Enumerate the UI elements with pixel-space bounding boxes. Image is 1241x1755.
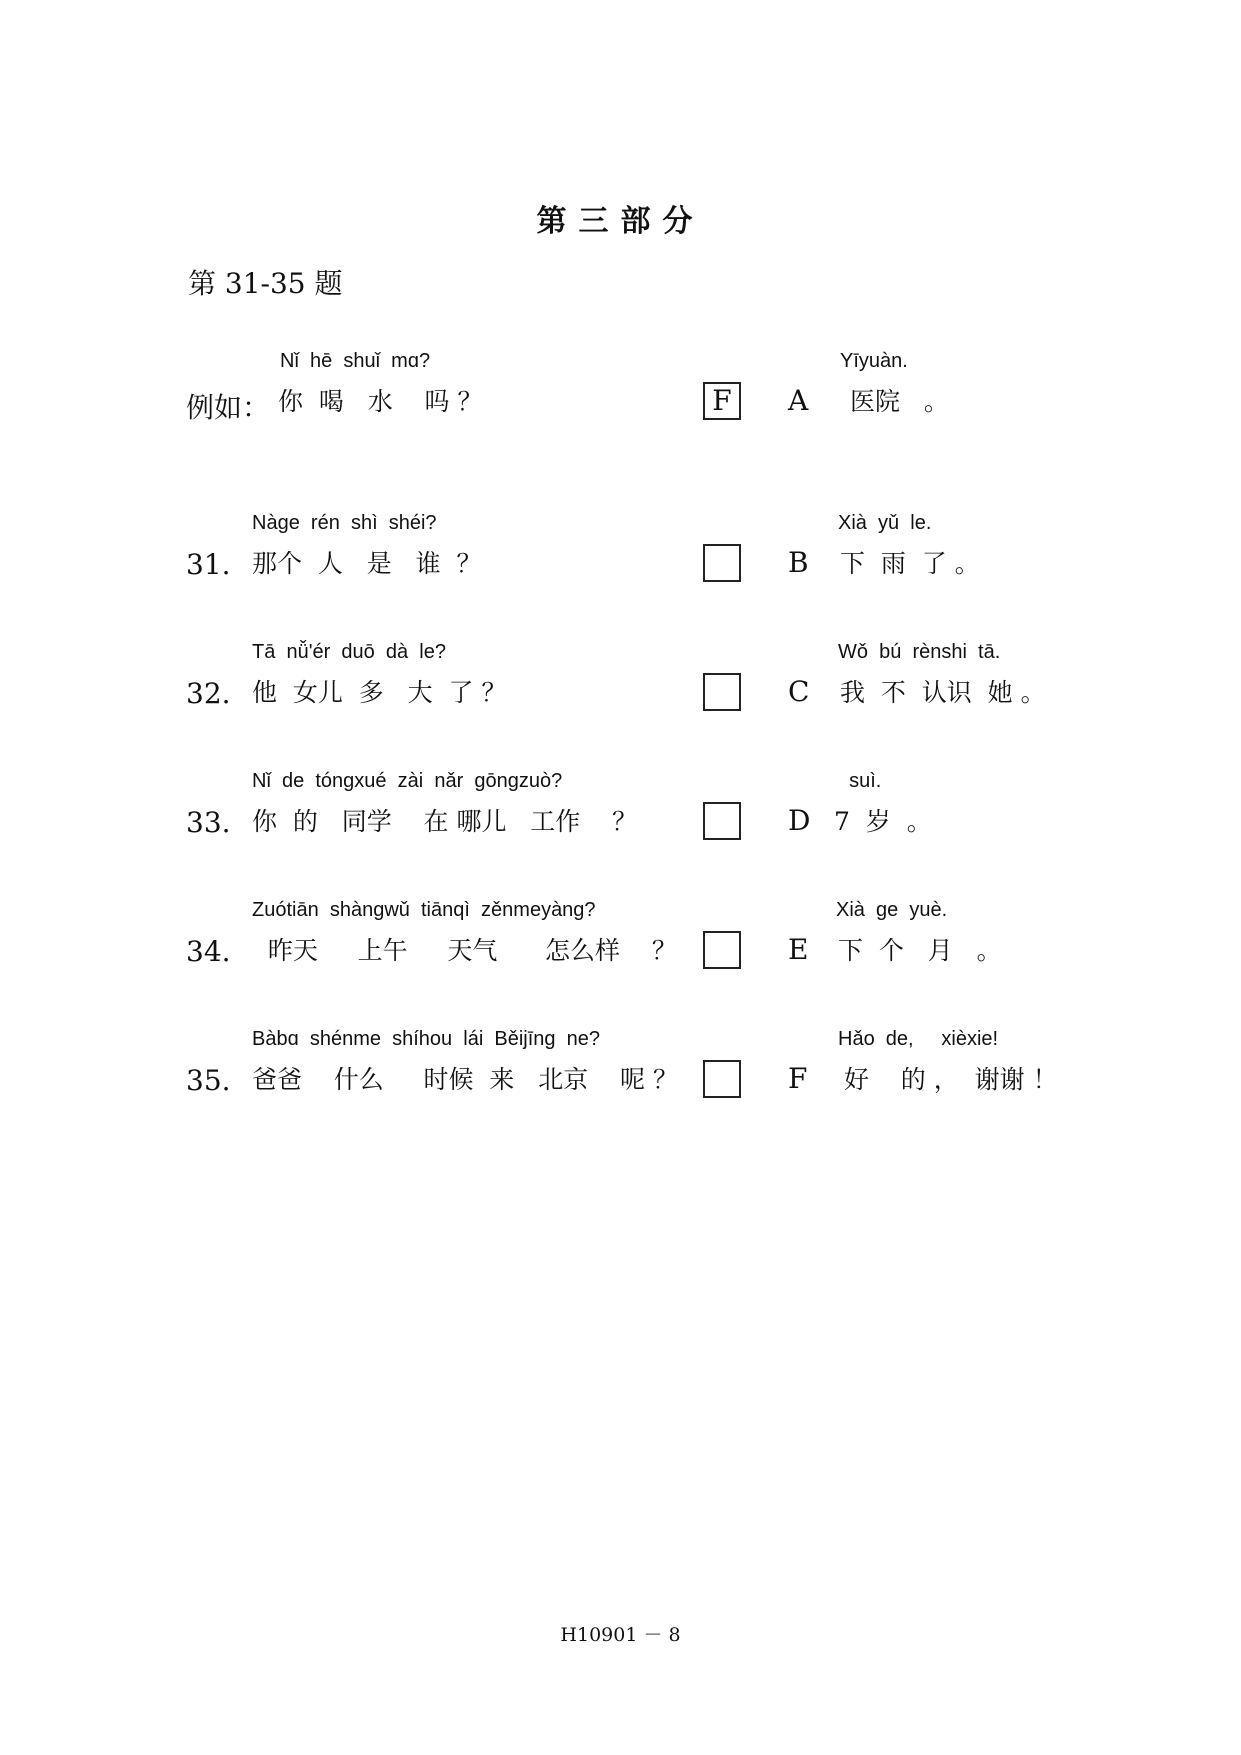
option-pinyin: Xià yǔ le. bbox=[838, 512, 932, 534]
answer-box[interactable] bbox=[703, 673, 741, 711]
section-label: 第 31-35 题 bbox=[188, 267, 343, 300]
question-number: 32. bbox=[186, 677, 231, 710]
question-number: 33. bbox=[186, 806, 231, 839]
question-row-35 bbox=[0, 1024, 1241, 1104]
option-letter: C bbox=[788, 675, 810, 708]
option-hanzi: 下 雨 了 。 bbox=[840, 549, 980, 578]
question-number: 35. bbox=[186, 1064, 231, 1097]
answer-box[interactable] bbox=[703, 544, 741, 582]
question-pinyin: Bàbɑ shénme shíhou lái Běijīng ne? bbox=[252, 1028, 601, 1050]
question-pinyin: Nǐ de tóngxué zài nǎr gōngzuò? bbox=[252, 770, 563, 792]
option-hanzi: 7 岁 。 bbox=[834, 807, 932, 836]
question-number: 34. bbox=[186, 935, 231, 968]
question-hanzi: 你 的 同学 在 哪儿 工作 ？ bbox=[252, 807, 638, 836]
option-letter: E bbox=[788, 933, 809, 966]
option-letter: A bbox=[788, 384, 809, 417]
question-hanzi: 你 喝 水 吗 ？ bbox=[278, 387, 483, 416]
question-pinyin: Zuótiān shàngwǔ tiānqì zěnmeyàng? bbox=[252, 899, 596, 921]
option-letter: F bbox=[788, 1062, 808, 1095]
question-hanzi: 昨天 上午 天气 怎么样 ？ bbox=[252, 936, 677, 965]
option-pinyin: Yīyuàn. bbox=[840, 350, 908, 372]
question-hanzi: 那个 人 是 谁 ？ bbox=[252, 549, 482, 578]
example-label: 例如： bbox=[186, 391, 271, 424]
question-hanzi: 他 女儿 多 大 了 ？ bbox=[252, 678, 507, 707]
example-row bbox=[0, 346, 1241, 426]
answer-box[interactable] bbox=[703, 802, 741, 840]
question-row-32 bbox=[0, 637, 1241, 717]
option-hanzi: 好 的 ， 谢谢 ！ bbox=[844, 1065, 1058, 1094]
option-hanzi: 我 不 认识 她 。 bbox=[840, 678, 1046, 707]
page-title: 第三部分 bbox=[536, 204, 705, 239]
answer-box[interactable] bbox=[703, 1060, 741, 1098]
question-row-31 bbox=[0, 508, 1241, 588]
option-pinyin: Hǎo de, xièxie! bbox=[838, 1028, 999, 1050]
option-pinyin: Wǒ bú rènshi tā. bbox=[838, 641, 1001, 663]
question-row-34 bbox=[0, 895, 1241, 975]
answer-box[interactable] bbox=[703, 931, 741, 969]
option-pinyin: suì. bbox=[838, 770, 882, 792]
question-pinyin: Tā nǚ'ér duō dà le? bbox=[252, 641, 446, 663]
question-row-33 bbox=[0, 766, 1241, 846]
question-hanzi: 爸爸 什么 时候 来 北京 呢 ？ bbox=[252, 1065, 678, 1094]
question-pinyin: Nǐ hē shuǐ mɑ? bbox=[280, 350, 431, 372]
page-footer: H10901 － 8 bbox=[560, 1624, 681, 1646]
question-number: 31. bbox=[186, 548, 231, 581]
option-pinyin: Xià ge yuè. bbox=[836, 899, 948, 921]
option-hanzi: 下 个 月 。 bbox=[838, 936, 1002, 965]
option-letter: D bbox=[788, 804, 811, 837]
option-letter: B bbox=[788, 546, 809, 579]
question-pinyin: Nàge rén shì shéi? bbox=[252, 512, 437, 534]
option-hanzi: 医院 。 bbox=[850, 387, 949, 416]
answer-box: F bbox=[703, 382, 741, 420]
